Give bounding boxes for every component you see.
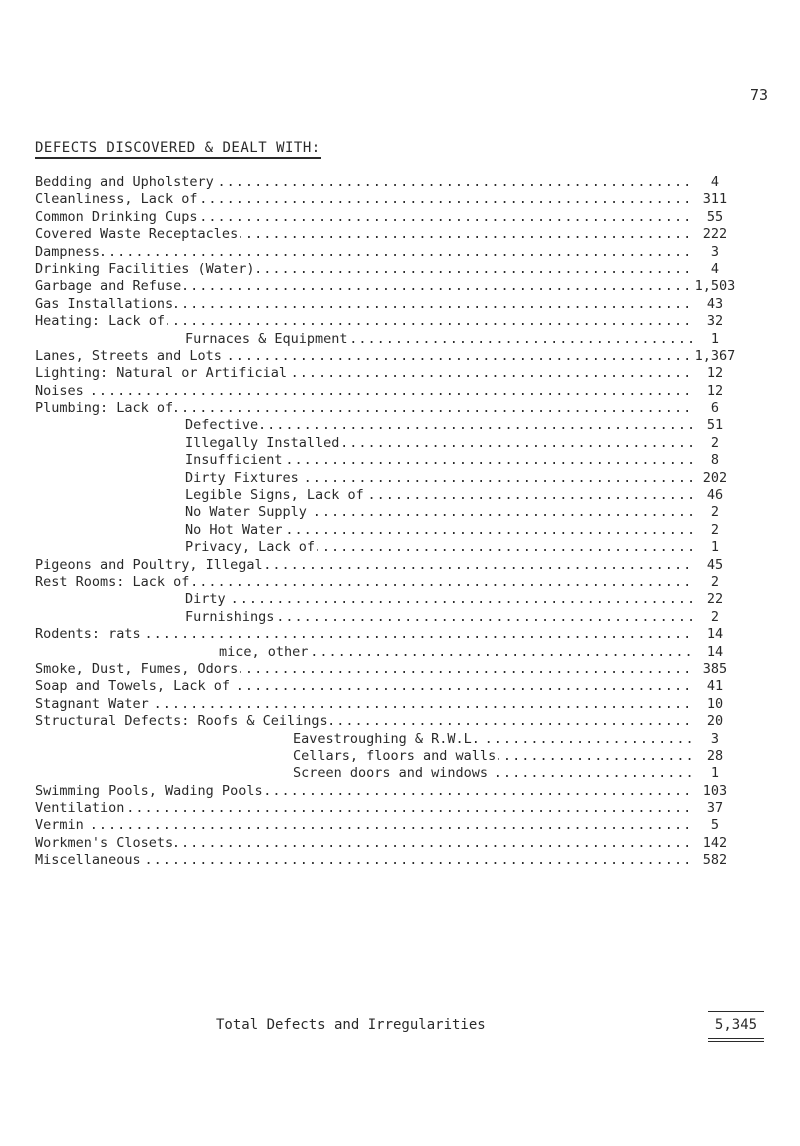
defect-row [35,417,800,434]
defect-count: 4 [710,260,720,277]
defect-label: Smoke, Dust, Fumes, Odors [35,660,239,677]
defect-count: 20 [706,713,724,730]
defect-row [35,731,800,748]
last-row-underline [708,1011,764,1012]
section-title: DEFECTS DISCOVERED & DEALT WITH: [35,140,321,159]
defect-count: 28 [706,747,724,764]
dot-leader [35,800,695,817]
defect-count: 6 [710,400,720,417]
defect-row [35,383,800,400]
defect-count: 4 [710,174,720,190]
defect-count: 1 [710,539,720,556]
dot-leader [185,591,695,608]
defect-label: Workmen's Closets [35,834,174,851]
defect-row [35,278,800,295]
defect-count: 2 [710,504,720,521]
defect-count: 14 [706,626,724,643]
defect-row [35,817,800,834]
total-double-underline-bottom [708,1041,764,1042]
defect-label: Dirty Fixtures [185,469,299,486]
defect-label: Insufficient [185,452,283,469]
defect-label: mice, other [219,643,309,660]
defect-count: 37 [706,800,724,817]
defect-count: 1 [710,330,720,347]
defect-label: Dampness [35,243,101,260]
defect-row [35,191,800,208]
defect-label: Rest Rooms: Lack of [35,573,190,590]
defect-row [35,609,800,626]
defect-row [35,174,800,191]
defect-row [35,313,800,330]
defect-row [35,244,800,261]
defect-label: Stagnant Water [35,695,149,712]
defect-row [35,678,800,695]
defect-count: 12 [706,365,724,382]
defect-count: 41 [706,678,724,695]
defect-row [35,209,800,226]
defect-label: Lanes, Streets and Lots [35,347,222,364]
defect-label: Defective [185,417,259,434]
defect-count: 222 [702,226,728,243]
defect-row [35,852,800,869]
defect-count: 12 [706,382,724,399]
defect-label: Gas Installations [35,295,174,312]
defect-label: Garbage and Refuse [35,278,182,295]
defect-row [35,765,800,782]
defect-count: 311 [702,191,728,208]
defect-label: Dirty [185,591,226,608]
defect-label: Ventilation [35,800,125,817]
defect-count: 582 [702,852,728,869]
defect-count: 2 [710,521,720,538]
defect-label: Furnaces & Equipment [185,330,348,347]
defect-count: 3 [710,243,720,260]
defect-label: Noises [35,382,84,399]
defect-label: No Hot Water [185,521,283,538]
dot-leader [185,417,695,434]
defect-label: Common Drinking Cups [35,208,198,225]
defect-label: Legible Signs, Lack of [185,487,364,504]
defect-count: 1 [710,765,720,782]
defect-count: 103 [702,782,728,799]
defect-label: Pigeons and Poultry, Illegal [35,556,263,573]
defect-label: Plumbing: Lack of [35,400,174,417]
defect-row [35,800,800,817]
page-number: 73 [750,86,769,104]
defect-row [35,348,800,365]
defect-count: 385 [702,660,728,677]
dot-leader [35,817,695,834]
defect-row [35,400,800,417]
total-label: Total Defects and Irregularities [216,1017,486,1033]
defect-row [35,644,800,661]
defect-row [35,783,800,800]
defect-label: No Water Supply [185,504,307,521]
defect-count: 2 [710,573,720,590]
defect-label: Vermin [35,817,84,834]
defect-count: 2 [710,434,720,451]
defects-list [35,174,800,870]
defect-count: 22 [706,591,724,608]
defect-label: Bedding and Upholstery [35,174,214,190]
defect-count: 51 [706,417,724,434]
defect-label: Cellars, floors and walls [293,747,497,764]
defect-count: 32 [706,313,724,330]
dot-leader [35,244,695,261]
defect-count: 3 [710,730,720,747]
defect-row [35,487,800,504]
defect-row [35,539,800,556]
defect-count: 1,503 [694,278,736,295]
defect-count: 2 [710,608,720,625]
defect-label: Drinking Facilities (Water) [35,260,255,277]
defect-row [35,835,800,852]
defect-row [35,557,800,574]
defect-label: Furnishings [185,608,275,625]
defect-label: Structural Defects: Roofs & Ceilings [35,713,328,730]
defect-count: 10 [706,695,724,712]
total-value: 5,345 [714,1017,758,1033]
defect-row [35,626,800,643]
defect-row [35,435,800,452]
defect-row [35,661,800,678]
defect-label: Cleanliness, Lack of [35,191,198,208]
defect-row [35,574,800,591]
defect-row [35,261,800,278]
defect-row [35,296,800,313]
defect-label: Rodents: rats [35,626,141,643]
defect-label: Covered Waste Receptacles [35,226,239,243]
defect-row [35,452,800,469]
defect-count: 5 [710,817,720,834]
defect-label: Heating: Lack of [35,313,166,330]
defect-label: Privacy, Lack of [185,539,316,556]
defect-row [35,226,800,243]
defect-count: 202 [702,469,728,486]
defect-row [35,522,800,539]
defect-label: Eavestroughing & R.W.L. [293,730,480,747]
defect-label: Soap and Towels, Lack of [35,678,231,695]
total-double-underline-top [708,1038,764,1039]
defect-row [35,748,800,765]
defect-row [35,470,800,487]
defect-label: Lighting: Natural or Artificial [35,365,287,382]
defect-row [35,591,800,608]
defect-row [35,504,800,521]
defect-count: 8 [710,452,720,469]
dot-leader [35,383,695,400]
defect-row [35,696,800,713]
defect-count: 1,367 [694,347,736,364]
defect-row [35,365,800,382]
defect-label: Swimming Pools, Wading Pools [35,782,263,799]
defect-label: Illegally Installed [185,434,340,451]
defect-count: 43 [706,295,724,312]
defect-count: 55 [706,208,724,225]
defect-label: Screen doors and windows [293,765,489,782]
defect-row [35,713,800,730]
defect-count: 46 [706,487,724,504]
defect-count: 45 [706,556,724,573]
defect-label: Miscellaneous [35,852,141,869]
defect-count: 14 [706,643,724,660]
defect-row [35,331,800,348]
defect-count: 142 [702,834,728,851]
